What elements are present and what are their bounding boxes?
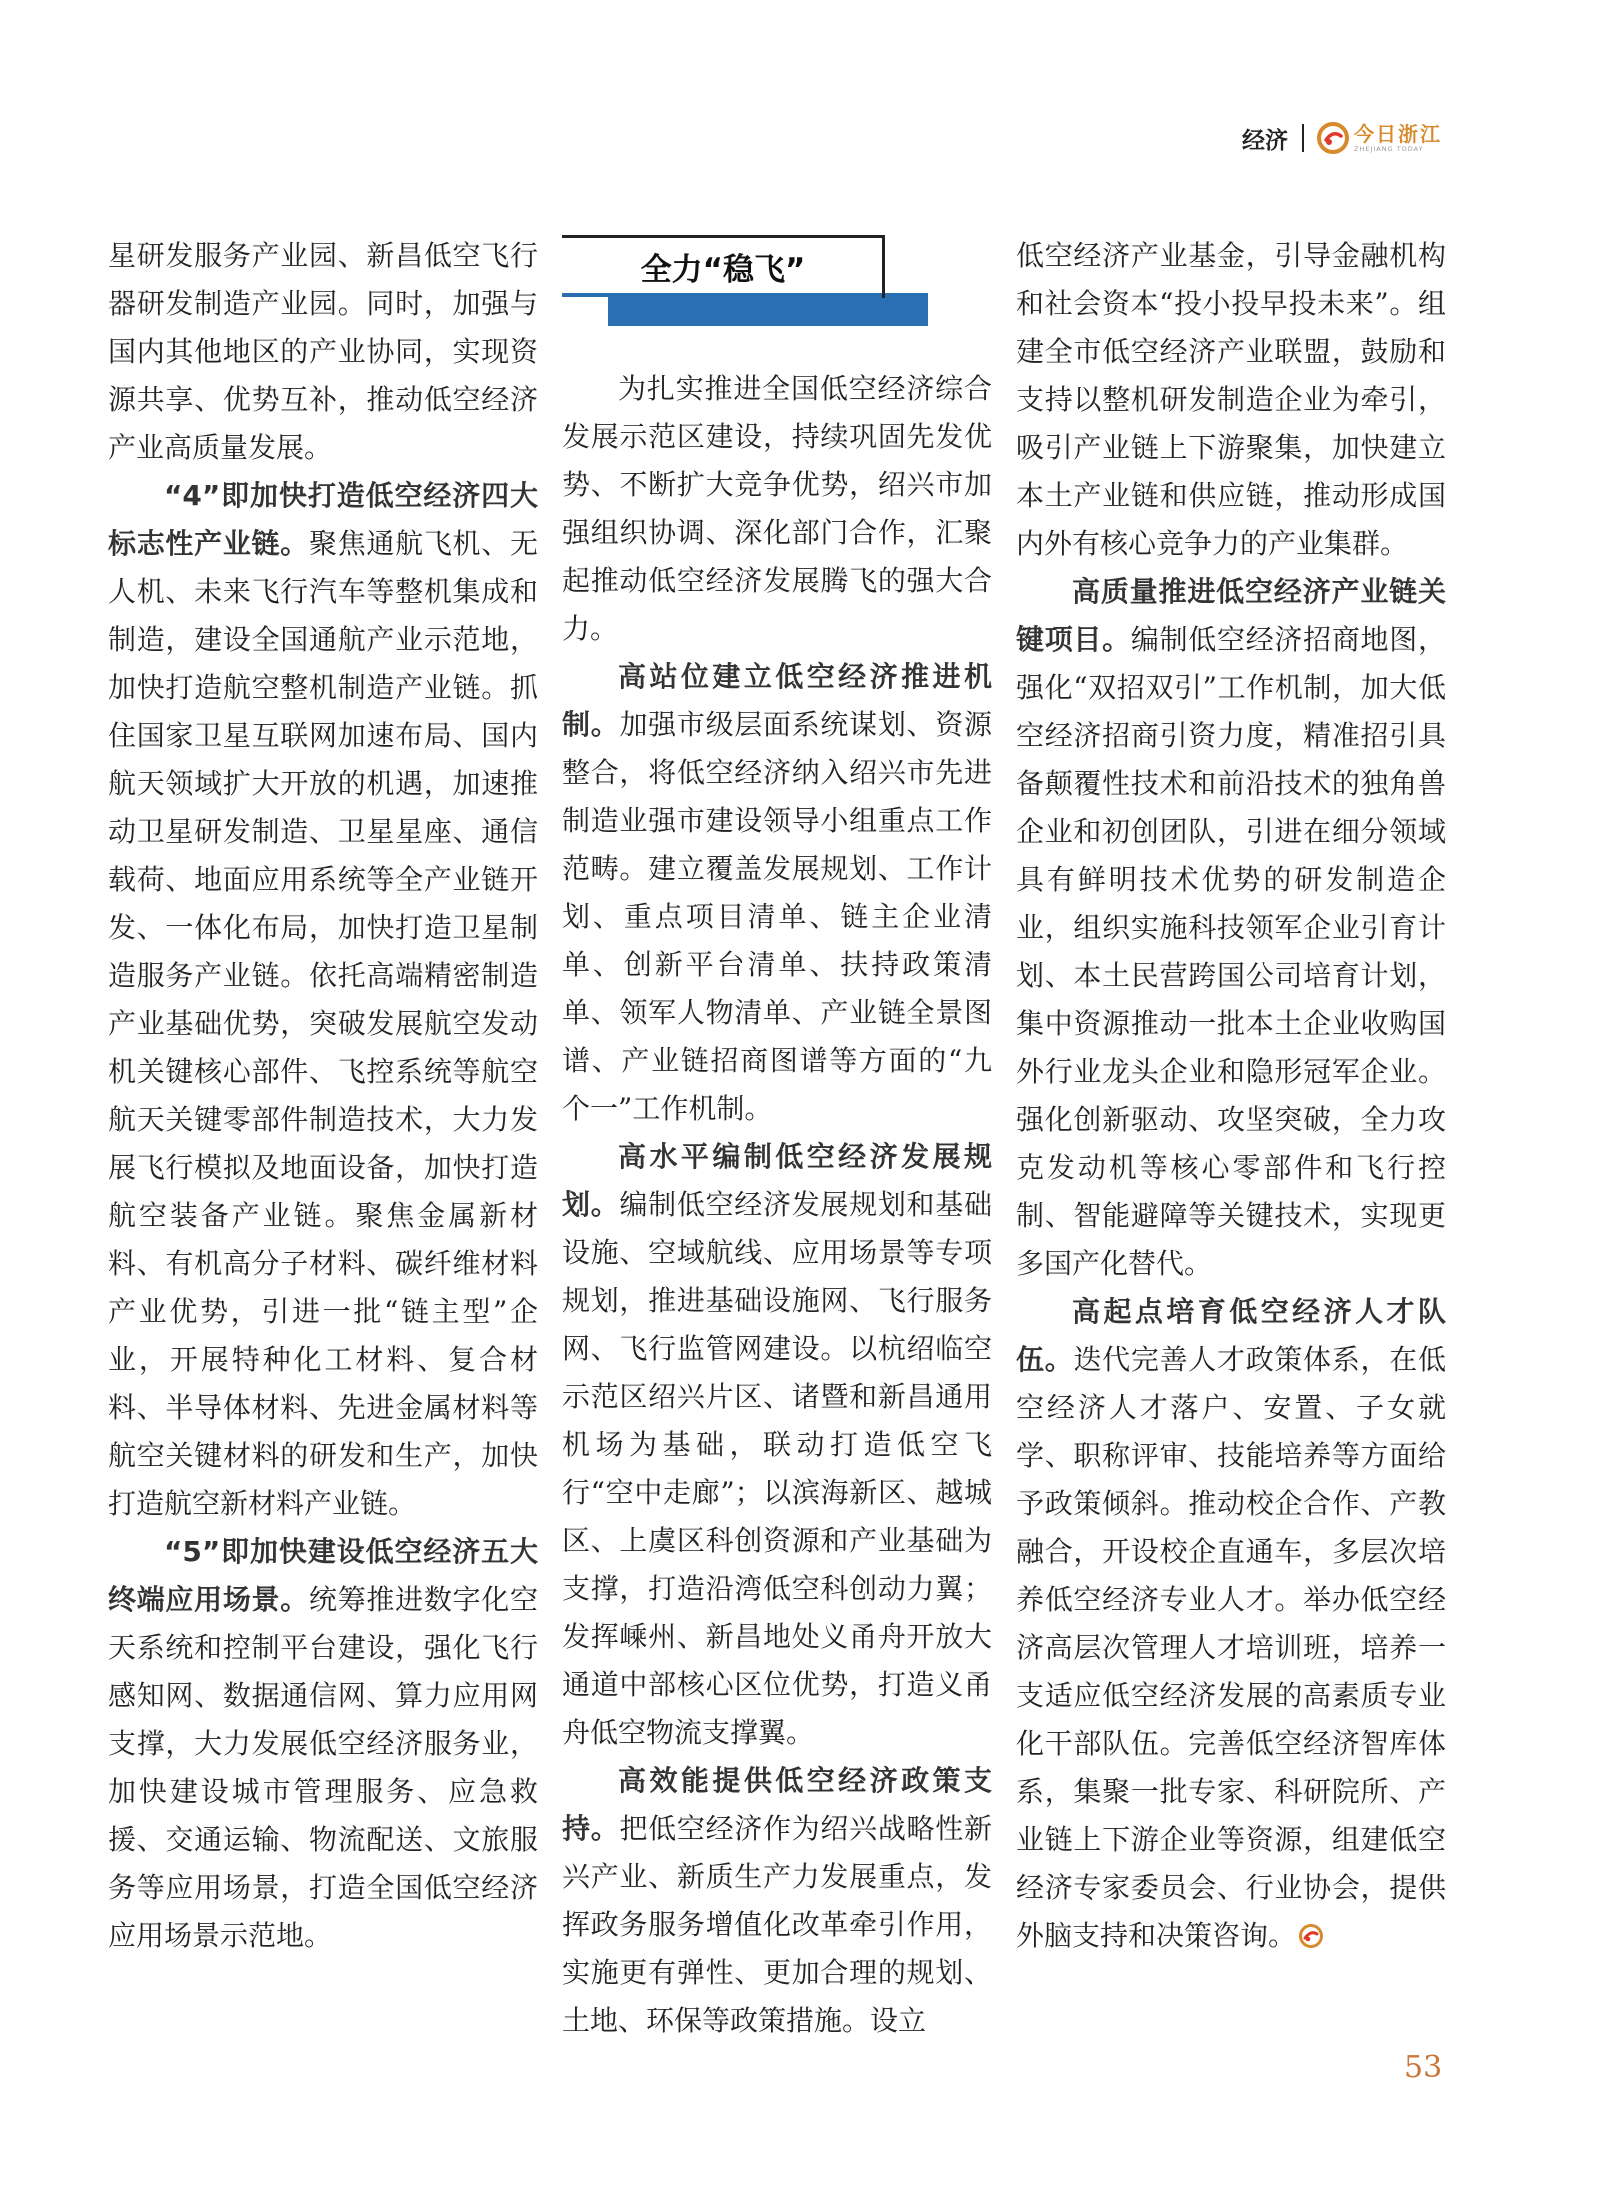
paragraph xyxy=(1016,568,1446,1288)
brand-name-en: ZHEJIANG TODAY xyxy=(1354,144,1424,153)
section-heading: 全力“稳飞” xyxy=(618,239,828,293)
zhejiang-today-logo-icon xyxy=(1316,121,1350,155)
paragraph-text: 编制低空经济招商地图，强化“双招双引”工作机制，加大低空经济招商引资力度，精准招引具备颠覆性技术和前沿技术的独角兽企业和初创团队，引进在细分领域具有鲜明技术优势的研发制造企业，组织实施科技领军企业引育计划、本土民营跨国公司培育计划，集中资源推动一批本土企业收购国外行业龙头企业和隐形冠军企业。强化创新驱动、攻坚突破，全力攻克发动机等核心零部件和飞行控制、智能避障等关键技术，实现更多国产化替代。 xyxy=(1016,623,1446,1280)
paragraph xyxy=(562,365,992,653)
paragraph-lead: 高质量推进低空经济产业链关键项目。 xyxy=(1016,575,1446,656)
paragraph-lead: 高水平编制低空经济发展规划。 xyxy=(562,1140,992,1221)
paragraph xyxy=(562,1757,992,2045)
paragraph-lead: “5”即加快建设低空经济五大终端应用场景。 xyxy=(108,1535,538,1616)
paragraph-text: 低空经济产业基金，引导金融机构和社会资本“投小投早投未来”。组建全市低空经济产业联盟，鼓励和支持以整机研发制造企业为牵引，吸引产业链上下游聚集，加快建立本土产业链和供应链，推动形成国内外有核心竞争力的产业集群。 xyxy=(1016,239,1446,560)
paragraph-lead: 高效能提供低空经济政策支持。 xyxy=(562,1764,992,1845)
paragraph-text: 星研发服务产业园、新昌低空飞行器研发制造产业园。同时，加强与国内其他地区的产业协同，实现资源共享、优势互补，推动低空经济产业高质量发展。 xyxy=(108,239,538,464)
paragraph-text: 统筹推进数字化空天系统和控制平台建设，强化飞行感知网、数据通信网、算力应用网支撑，大力发展低空经济服务业，加快建设城市管理服务、应急救援、交通运输、物流配送、文旅服务等应用场景，打造全国低空经济应用场景示范地。 xyxy=(108,1583,538,1952)
brand xyxy=(1316,121,1442,155)
paragraph xyxy=(108,1528,538,1960)
paragraph xyxy=(1016,1288,1446,1960)
column-right xyxy=(1016,232,1446,1960)
brand-name-zh: 今日浙江 xyxy=(1354,121,1442,146)
paragraph-text: 把低空经济作为绍兴战略性新兴产业、新质生产力发展重点，发挥政务服务增值化改革牵引作用，实施更有弹性、更加合理的规划、土地、环保等政策措施。设立 xyxy=(562,1812,992,2037)
page-header xyxy=(1242,118,1442,158)
brand-text xyxy=(1354,121,1442,153)
page-number: 53 xyxy=(1404,2050,1443,2085)
paragraph-text: 为扎实推进全国低空经济综合发展示范区建设，持续巩固先发优势、不断扩大竞争优势，绍兴市加强组织协调、深化部门合作，汇聚起推动低空经济发展腾飞的强大合力。 xyxy=(562,372,992,645)
end-mark-logo-icon xyxy=(1298,1923,1324,1949)
paragraph xyxy=(108,472,538,1528)
paragraph xyxy=(108,232,538,472)
paragraph-text: 聚焦通航飞机、无人机、未来飞行汽车等整机集成和制造，建设全国通航产业示范地，加快打造航空整机制造产业链。抓住国家卫星互联网加速布局、国内航天领域扩大开放的机遇，加速推动卫星研发制造、卫星星座、通信载荷、地面应用系统等全产业链开发、一体化布局，加快打造卫星制造服务产业链。依托高端精密制造产业基础优势，突破发展航空发动机关键核心部件、飞控系统等航空航天关键零部件制造技术，大力发展飞行模拟及地面设备，加快打造航空装备产业链。聚焦金属新材料、有机高分子材料、碳纤维材料产业优势，引进一批“链主型”企业，开展特种化工材料、复合材料、半导体材料、先进金属材料等航空关键材料的研发和生产，加快打造航空新材料产业链。 xyxy=(108,527,538,1520)
paragraph-lead: 高站位建立低空经济推进机制。 xyxy=(562,660,992,741)
column-left xyxy=(108,232,538,1960)
paragraph-lead: “4”即加快打造低空经济四大标志性产业链。 xyxy=(108,479,538,560)
column-middle xyxy=(562,235,992,2045)
section-heading-box xyxy=(562,235,992,331)
paragraph-lead: 高起点培育低空经济人才队伍。 xyxy=(1016,1295,1446,1376)
section-label: 经济 xyxy=(1242,127,1288,154)
paragraph xyxy=(562,653,992,1133)
paragraph-text: 加强市级层面系统谋划、资源整合，将低空经济纳入绍兴市先进制造业强市建设领导小组重点工作范畴。建立覆盖发展规划、工作计划、重点项目清单、链主企业清单、创新平台清单、扶持政策清单、领军人物清单、产业链全景图谱、产业链招商图谱等方面的“九个一”工作机制。 xyxy=(562,708,992,1125)
paragraph-text: 编制低空经济发展规划和基础设施、空域航线、应用场景等专项规划，推进基础设施网、飞行服务网、飞行监管网建设。以杭绍临空示范区绍兴片区、诸暨和新昌通用机场为基础，联动打造低空飞行“空中走廊”；以滨海新区、越城区、上虞区科创资源和产业基础为支撑，打造沿湾低空科创动力翼；发挥嵊州、新昌地处义甬舟开放大通道中部核心区位优势，打造义甬舟低空物流支撑翼。 xyxy=(562,1188,992,1749)
paragraph xyxy=(1016,232,1446,568)
paragraph-text: 迭代完善人才政策体系，在低空经济人才落户、安置、子女就学、职称评审、技能培养等方面给予政策倾斜。推动校企合作、产教融合，开设校企直通车，多层次培养低空经济专业人才。举办低空经济高层次管理人才培训班，培养一支适应低空经济发展的高素质专业化干部队伍。完善低空经济智库体系，集聚一批专家、科研院所、产业链上下游企业等资源，组建低空经济专家委员会、行业协会，提供外脑支持和决策咨询。 xyxy=(1016,1343,1446,1952)
header-divider xyxy=(1302,124,1304,152)
paragraph xyxy=(562,1133,992,1757)
